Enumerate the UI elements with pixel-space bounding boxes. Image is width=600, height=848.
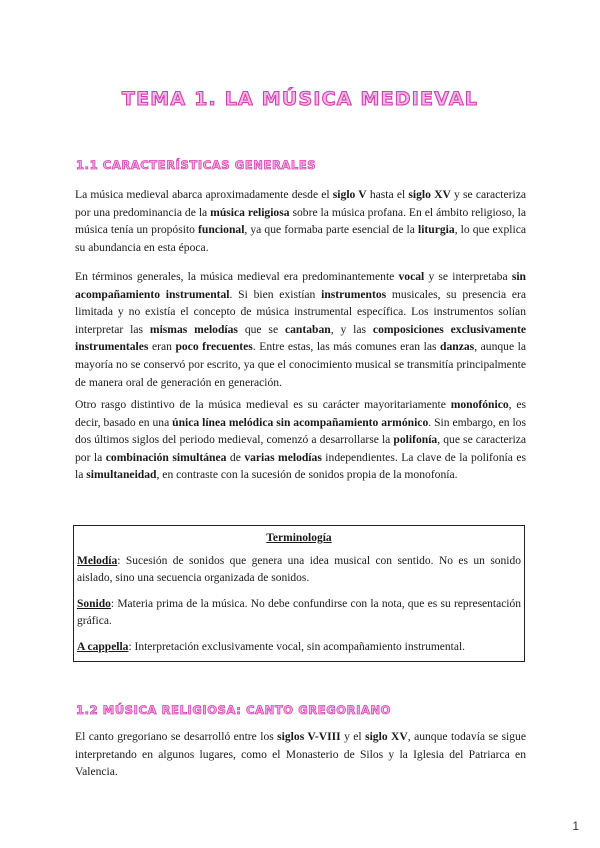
text-run: , ya que formaba parte esencial de la bbox=[244, 223, 418, 237]
page-title: TEMA 1. LA MÚSICA MEDIEVAL bbox=[121, 88, 479, 110]
text-run: , aunque todavía se sigue interpretando en algunos lugares, como el Monasterio de Silos y la Iglesia del Patriarca en Valencia. bbox=[75, 730, 526, 779]
bold-term: siglo XV bbox=[408, 188, 451, 201]
text-run: , en contraste con la sucesión de sonidos propia de la monofonía. bbox=[156, 468, 458, 482]
bold-term: siglos V-VIII bbox=[277, 730, 341, 743]
bold-term: funcional bbox=[198, 223, 245, 237]
text-run: musicales, su presencia era limitada y no existía el concepto de música instrumental específica. Los instrumentos solían interpretar las bbox=[75, 287, 526, 336]
terminology-title: Terminología bbox=[266, 532, 332, 544]
term-melodia bbox=[77, 553, 521, 587]
term-definition: : Interpretación exclusivamente vocal, sin acompañamiento instrumental. bbox=[128, 641, 466, 653]
paragraph-monofonia bbox=[75, 396, 526, 484]
text-run: La música medieval abarca aproximadamente desde el bbox=[75, 188, 333, 201]
bold-term: música religiosa bbox=[210, 205, 290, 219]
bold-term: danzas bbox=[440, 340, 475, 354]
text-run: y se caracteriza por una predominancia de la bbox=[75, 188, 527, 219]
bold-term: simultaneidad bbox=[86, 468, 157, 482]
bold-term: siglo V bbox=[332, 188, 367, 201]
term-name: Sonido bbox=[77, 598, 111, 610]
bold-term: mismas melodías bbox=[149, 322, 238, 336]
term-name: Melodía bbox=[77, 555, 118, 567]
term-definition: : Materia prima de la música. No debe confundirse con la nota, que es su representación gráfica. bbox=[77, 598, 521, 627]
bold-term: poco frecuentes bbox=[175, 340, 253, 354]
term-name: A cappella bbox=[77, 641, 129, 653]
bold-term: cantaban bbox=[284, 322, 331, 336]
text-run: eran bbox=[148, 340, 176, 354]
term-sonido bbox=[77, 596, 521, 630]
text-run: y se interpretaba bbox=[424, 270, 512, 283]
text-run: , aunque la mayoría no se conservó por escrito, ya que el conocimiento musical se transmitía principalmente de manera oral de generación en generación. bbox=[75, 340, 526, 389]
bold-term: instrumentos bbox=[321, 287, 387, 301]
bold-term: varias melodías bbox=[244, 450, 322, 464]
bold-term: vocal bbox=[398, 270, 425, 283]
bold-term: liturgia bbox=[417, 223, 455, 237]
text-run: Otro rasgo distintivo de la música medieval es su carácter mayoritariamente bbox=[75, 398, 451, 411]
text-run: , y las bbox=[330, 322, 373, 336]
text-run: independientes. La clave de la polifonía es la bbox=[75, 450, 526, 482]
terminology-box bbox=[73, 525, 525, 662]
bold-term: siglo XV bbox=[365, 730, 408, 743]
text-run: , que se caracteriza por la bbox=[75, 433, 526, 464]
text-run: . Entre estas, las más comunes eran las bbox=[252, 340, 441, 354]
bold-term: sin acompañamiento instrumental bbox=[75, 270, 526, 301]
text-run: . Sin embargo, en los dos últimos siglos del periodo medieval, comenzó a desarrollarse la bbox=[75, 415, 526, 447]
text-run: y el bbox=[340, 730, 366, 743]
text-run: , es decir, basado en una bbox=[75, 398, 526, 429]
text-run: sobre la música profana. En el ámbito religioso, la música tenía un propósito bbox=[75, 205, 527, 237]
text-run: hasta el bbox=[366, 188, 409, 201]
text-run: En términos generales, la música medieval era predominantemente bbox=[75, 270, 399, 283]
bold-term: monofónico bbox=[450, 398, 509, 411]
bold-term: polifonía bbox=[393, 433, 438, 447]
paragraph-canto-gregoriano bbox=[75, 728, 526, 781]
term-definition: : Sucesión de sonidos que genera una idea musical con sentido. No es un sonido aislado, sino una secuencia organizada de sonidos. bbox=[77, 555, 521, 584]
text-run: , lo que explica su abundancia en esta época. bbox=[75, 223, 527, 254]
text-run: que se bbox=[237, 322, 285, 336]
bold-term: única línea melódica sin acompañamiento armónico bbox=[172, 415, 429, 429]
text-run: de bbox=[226, 450, 245, 464]
page-number: 1 bbox=[572, 819, 579, 833]
bold-term: composiciones exclusivamente instrumentales bbox=[75, 322, 526, 354]
section-heading-caracteristicas: 1.1 CARACTERÍSTICAS GENERALES bbox=[76, 158, 317, 172]
paragraph-vocal bbox=[75, 268, 526, 391]
section-heading-canto-gregoriano: 1.2 MÚSICA RELIGIOSA: CANTO GREGORIANO bbox=[76, 703, 392, 717]
text-run: El canto gregoriano se desarrolló entre los bbox=[75, 730, 278, 743]
bold-term: combinación simultánea bbox=[105, 450, 227, 464]
term-a-cappella bbox=[77, 639, 521, 656]
paragraph-intro bbox=[75, 186, 526, 256]
text-run: . Si bien existían bbox=[229, 287, 322, 301]
